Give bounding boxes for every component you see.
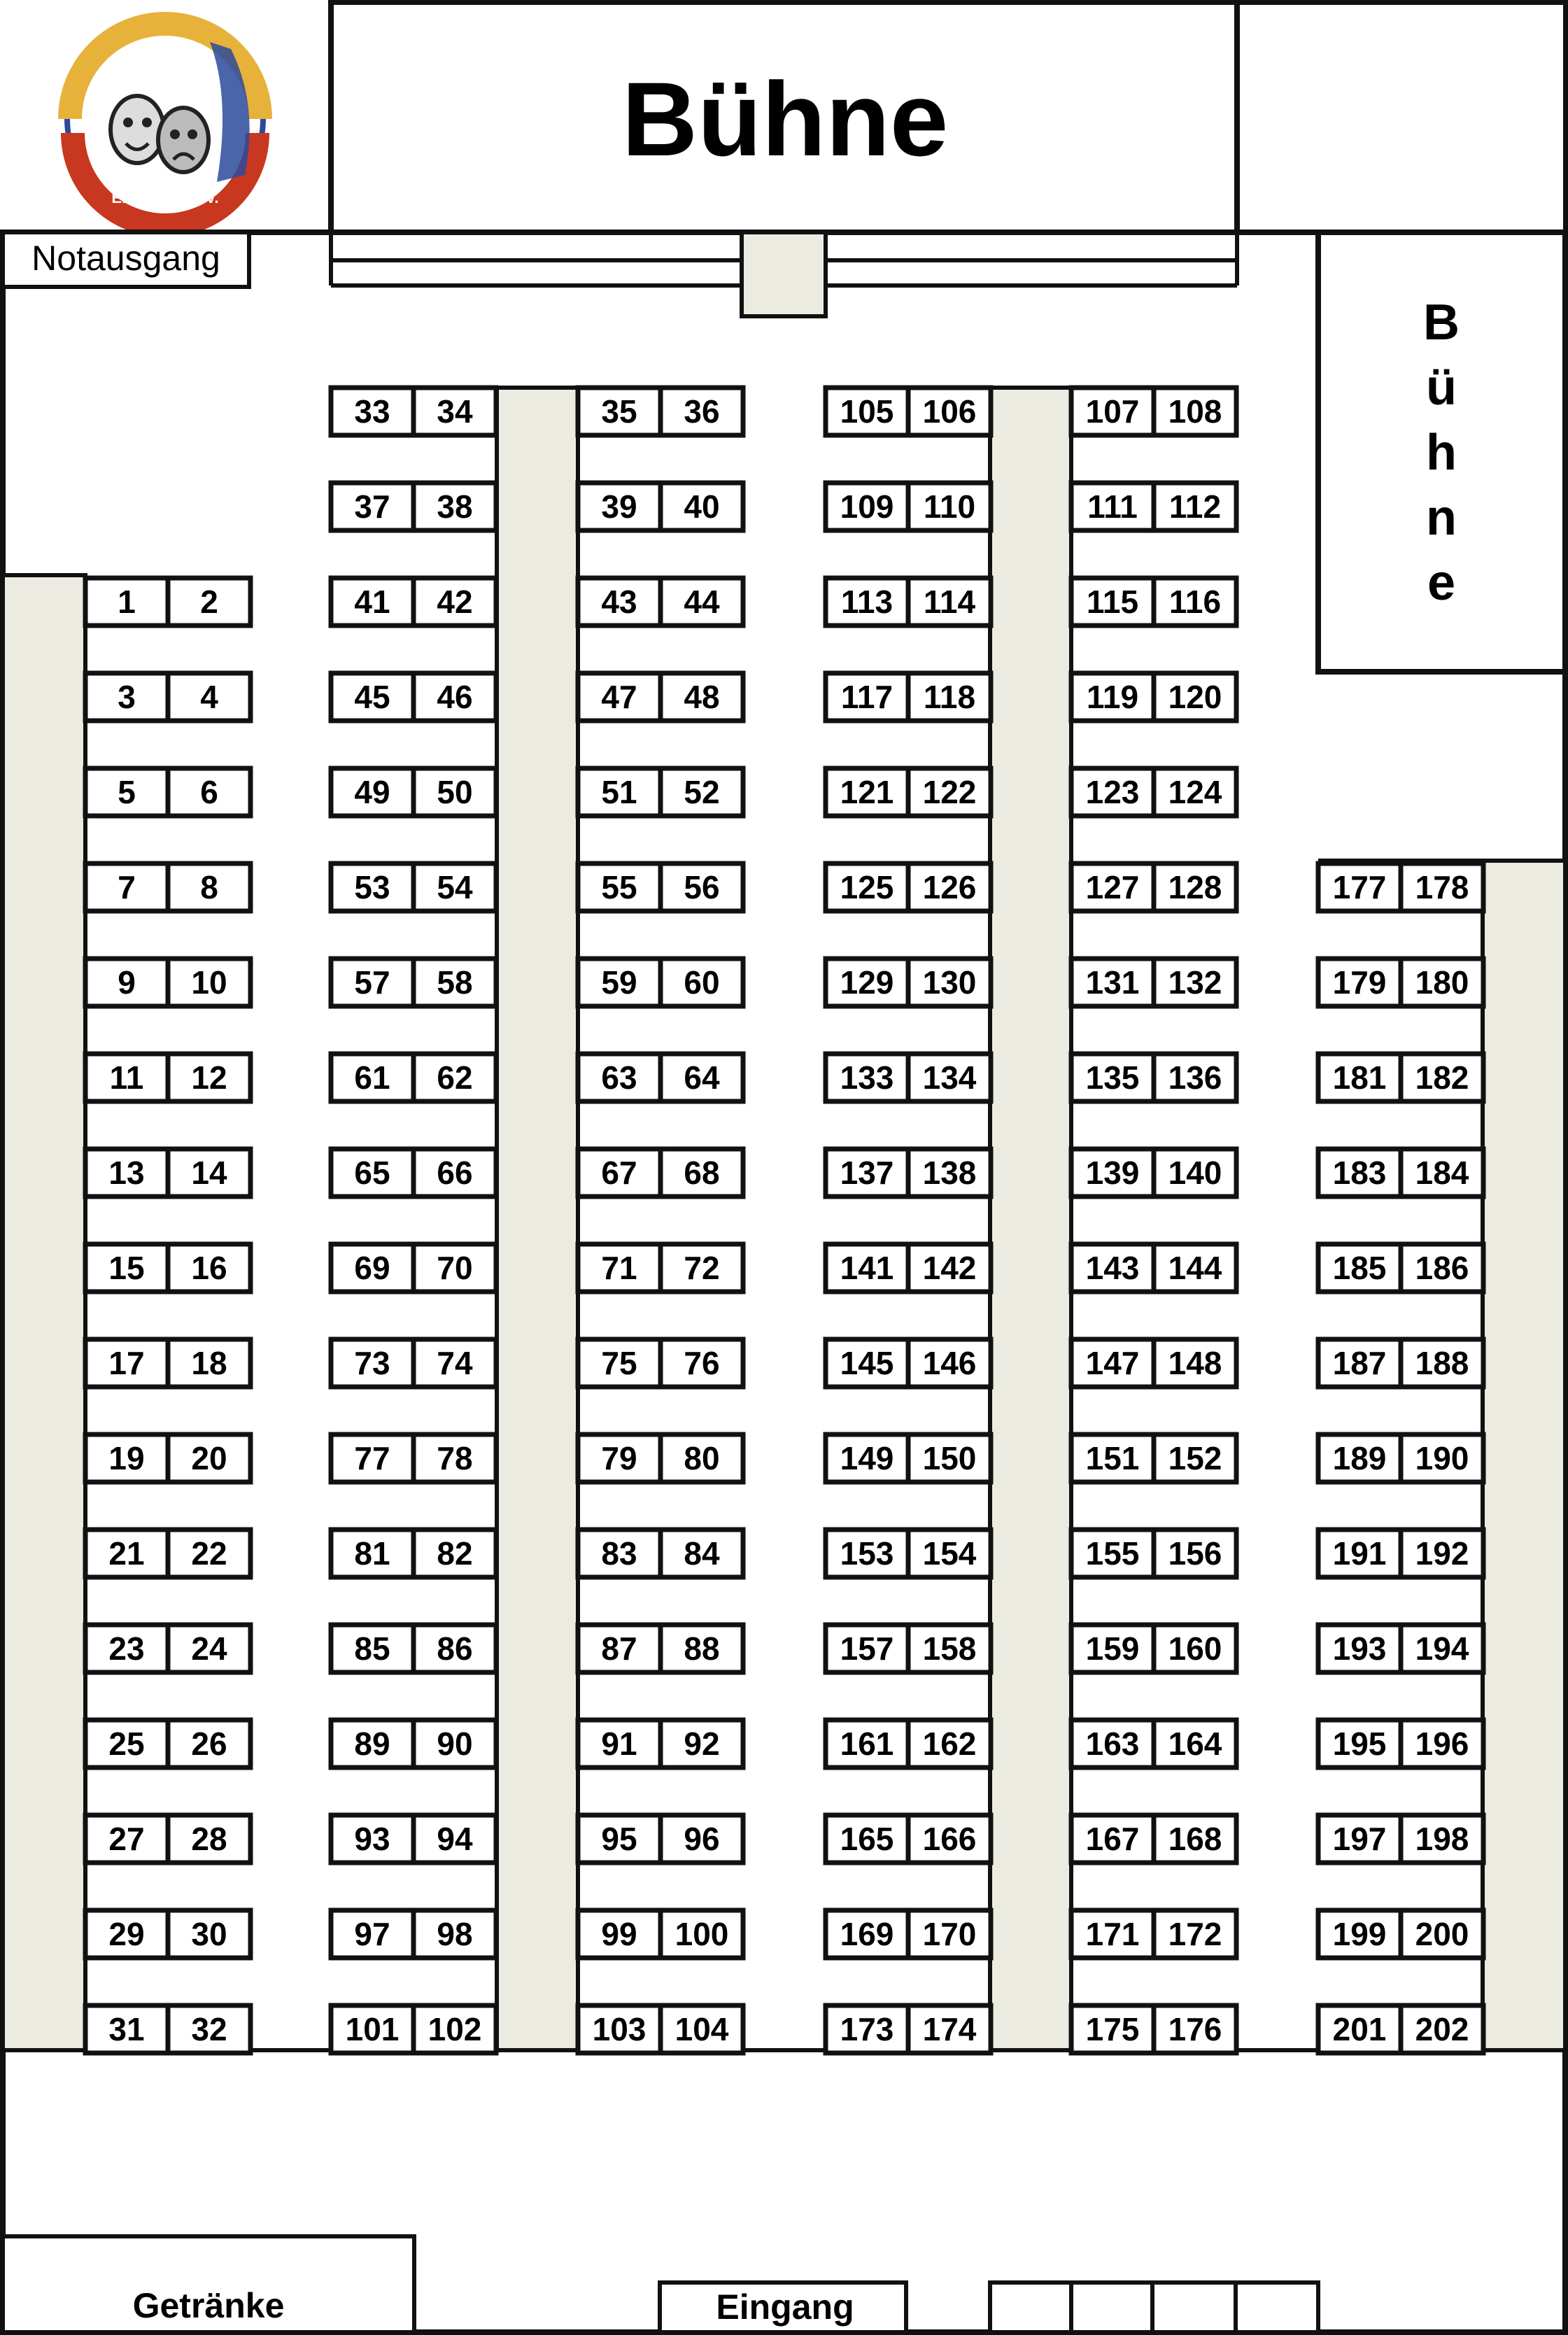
seat-number: 69 xyxy=(354,1250,390,1286)
seat-number: 118 xyxy=(923,679,976,715)
seat-number: 90 xyxy=(437,1726,473,1762)
seat-number: 188 xyxy=(1415,1345,1469,1381)
seat-number: 26 xyxy=(191,1726,227,1762)
seat-number: 29 xyxy=(108,1916,145,1952)
seat-number: 89 xyxy=(354,1726,390,1762)
seat-number: 111 xyxy=(1087,488,1138,525)
seat-number: 115 xyxy=(1086,584,1139,620)
seat-number: 94 xyxy=(437,1821,473,1857)
seat-number: 54 xyxy=(437,869,473,905)
seat-number: 97 xyxy=(354,1916,390,1952)
aisle-right xyxy=(1483,861,1565,2050)
seat-number: 20 xyxy=(191,1440,227,1476)
entrance-label: Eingang xyxy=(716,2287,854,2327)
seat-number: 120 xyxy=(1168,679,1222,715)
seat-number: 202 xyxy=(1415,2011,1469,2047)
seat-number: 9 xyxy=(118,964,136,1001)
seat-number: 165 xyxy=(840,1821,894,1857)
seat-number: 128 xyxy=(1168,869,1222,905)
seat-number: 179 xyxy=(1332,964,1387,1001)
seat-number: 107 xyxy=(1085,393,1140,430)
seat-number: 154 xyxy=(922,1535,977,1572)
seat-number: 182 xyxy=(1415,1059,1469,1096)
seat-number: 31 xyxy=(108,2011,145,2047)
seat-number: 91 xyxy=(601,1726,637,1762)
seat-number: 92 xyxy=(684,1726,720,1762)
seat-number: 25 xyxy=(108,1726,145,1762)
seat-number: 185 xyxy=(1332,1250,1387,1286)
seat-number: 142 xyxy=(922,1250,977,1286)
seat-number: 144 xyxy=(1168,1250,1222,1286)
seat-number: 12 xyxy=(191,1059,227,1096)
seat-number: 119 xyxy=(1086,679,1139,715)
seat-number: 82 xyxy=(437,1535,473,1572)
seat-number: 52 xyxy=(684,774,720,810)
seat-number: 133 xyxy=(840,1059,894,1096)
seat-number: 38 xyxy=(437,488,473,525)
seat-number: 8 xyxy=(200,869,218,905)
top-right-box xyxy=(1237,2,1566,232)
seat-number: 74 xyxy=(437,1345,473,1381)
seat-number: 113 xyxy=(840,584,894,620)
seat-number: 62 xyxy=(437,1059,473,1096)
seat-blocks xyxy=(85,388,1483,2053)
seat-number: 42 xyxy=(437,584,473,620)
seat-number: 93 xyxy=(354,1821,390,1857)
seat-number: 72 xyxy=(684,1250,720,1286)
seat-number: 99 xyxy=(601,1916,637,1952)
seat-number: 32 xyxy=(191,2011,227,2047)
seat-number: 150 xyxy=(922,1440,977,1476)
seat-number: 85 xyxy=(354,1630,390,1667)
seat-number: 65 xyxy=(354,1155,390,1191)
seat-number: 101 xyxy=(345,2011,400,2047)
seat-number: 137 xyxy=(840,1155,894,1191)
seat-number: 21 xyxy=(108,1535,145,1572)
seat-number: 19 xyxy=(108,1440,145,1476)
seat-number: 193 xyxy=(1332,1630,1387,1667)
seat-number: 143 xyxy=(1085,1250,1140,1286)
seat-number: 106 xyxy=(922,393,977,430)
seat-number: 14 xyxy=(191,1155,227,1191)
seat-number: 158 xyxy=(922,1630,977,1667)
seat-number: 104 xyxy=(674,2011,729,2047)
seat-number: 140 xyxy=(1168,1155,1222,1191)
seat-number: 60 xyxy=(684,964,720,1001)
seat-number: 114 xyxy=(923,584,976,620)
seat-number: 183 xyxy=(1332,1155,1387,1191)
seat-number: 61 xyxy=(354,1059,390,1096)
seat-number: 23 xyxy=(108,1630,145,1667)
seat-number: 80 xyxy=(684,1440,720,1476)
emergency-exit-label: Notausgang xyxy=(31,239,220,278)
drinks-label: Getränke xyxy=(132,2286,285,2325)
seat-number: 194 xyxy=(1415,1630,1469,1667)
seat-number: 163 xyxy=(1085,1726,1140,1762)
seat-number: 159 xyxy=(1085,1630,1140,1667)
seat-number: 148 xyxy=(1168,1345,1222,1381)
seat-number: 189 xyxy=(1332,1440,1387,1476)
seat-number: 157 xyxy=(840,1630,894,1667)
seat-number: 149 xyxy=(840,1440,894,1476)
seat-number: 16 xyxy=(191,1250,227,1286)
seat-number: 196 xyxy=(1415,1726,1469,1762)
seat-number: 152 xyxy=(1168,1440,1222,1476)
seat-number: 5 xyxy=(118,774,136,810)
seat-number: 10 xyxy=(191,964,227,1001)
aisle-center-left xyxy=(497,388,578,2050)
seat-number: 46 xyxy=(437,679,473,715)
seat-number: 51 xyxy=(601,774,637,810)
seat-number: 170 xyxy=(922,1916,977,1952)
seat-number: 100 xyxy=(674,1916,729,1952)
side-stage-label xyxy=(1423,295,1460,611)
seat-number: 147 xyxy=(1085,1345,1140,1381)
seat-number: 201 xyxy=(1332,2011,1387,2047)
seat-number: 169 xyxy=(840,1916,894,1952)
seat-number: 57 xyxy=(354,964,390,1001)
seat-number: 198 xyxy=(1415,1821,1469,1857)
seat-number: 56 xyxy=(684,869,720,905)
seat-number: 156 xyxy=(1168,1535,1222,1572)
seat-number: 64 xyxy=(684,1059,720,1096)
seat-number: 187 xyxy=(1332,1345,1387,1381)
seat-number: 22 xyxy=(191,1535,227,1572)
seat-number: 45 xyxy=(354,679,390,715)
seat-number: 49 xyxy=(354,774,390,810)
seat-number: 36 xyxy=(684,393,720,430)
seat-number: 6 xyxy=(200,774,218,810)
seat-number: 48 xyxy=(684,679,720,715)
seat-number: 67 xyxy=(601,1155,637,1191)
seat-number: 175 xyxy=(1085,2011,1140,2047)
side-stage-letter: ü xyxy=(1426,360,1457,416)
seat-number: 53 xyxy=(354,869,390,905)
seat-number: 190 xyxy=(1415,1440,1469,1476)
seat-number: 124 xyxy=(1168,774,1222,810)
seat-number: 153 xyxy=(840,1535,894,1572)
seat-number: 197 xyxy=(1332,1821,1387,1857)
seat-number: 161 xyxy=(840,1726,894,1762)
seat-number: 176 xyxy=(1168,2011,1222,2047)
seat-number: 86 xyxy=(437,1630,473,1667)
aisle-center-right xyxy=(990,388,1071,2050)
seat-number: 195 xyxy=(1332,1726,1387,1762)
seat-number: 109 xyxy=(840,488,894,525)
seat-number: 132 xyxy=(1168,964,1222,1001)
seat-number: 181 xyxy=(1332,1059,1387,1096)
seat-number: 43 xyxy=(601,584,637,620)
seat-number: 96 xyxy=(684,1821,720,1857)
seat-number: 2 xyxy=(200,584,218,620)
seat-number: 108 xyxy=(1168,393,1222,430)
seat-number: 110 xyxy=(923,488,976,525)
seat-number: 151 xyxy=(1085,1440,1140,1476)
seat-number: 78 xyxy=(437,1440,473,1476)
seat-number: 141 xyxy=(840,1250,894,1286)
seat-number: 27 xyxy=(108,1821,145,1857)
seat-number: 199 xyxy=(1332,1916,1387,1952)
seat-number: 122 xyxy=(922,774,977,810)
side-stage-letter: h xyxy=(1426,425,1457,481)
seat-number: 68 xyxy=(684,1155,720,1191)
seat-number: 77 xyxy=(354,1440,390,1476)
seat-number: 55 xyxy=(601,869,637,905)
side-stage-letter: B xyxy=(1423,295,1460,351)
seat-number: 191 xyxy=(1332,1535,1387,1572)
seat-number: 39 xyxy=(601,488,637,525)
seat-number: 83 xyxy=(601,1535,637,1572)
stage-front xyxy=(331,232,1237,316)
seat-number: 168 xyxy=(1168,1821,1222,1857)
seat-number: 139 xyxy=(1085,1155,1140,1191)
seat-number: 30 xyxy=(191,1916,227,1952)
seat-number: 123 xyxy=(1085,774,1140,810)
seat-number: 63 xyxy=(601,1059,637,1096)
seat-number: 192 xyxy=(1415,1535,1469,1572)
seat-number: 37 xyxy=(354,488,390,525)
seat-number: 15 xyxy=(108,1250,145,1286)
seat-number: 129 xyxy=(840,964,894,1001)
seat-number: 135 xyxy=(1085,1059,1140,1096)
seat-number: 70 xyxy=(437,1250,473,1286)
seat-number: 103 xyxy=(592,2011,647,2047)
seat-number: 136 xyxy=(1168,1059,1222,1096)
seat-number: 66 xyxy=(437,1155,473,1191)
seat-number: 18 xyxy=(191,1345,227,1381)
seat-number: 3 xyxy=(118,679,136,715)
seat-number: 173 xyxy=(840,2011,894,2047)
seat-number: 105 xyxy=(840,393,894,430)
main-stage-label: Bühne xyxy=(621,60,949,178)
seat-number: 184 xyxy=(1415,1155,1469,1191)
seat-number: 40 xyxy=(684,488,720,525)
seat-number: 164 xyxy=(1168,1726,1222,1762)
seat-number: 1 xyxy=(118,584,136,620)
seat-number: 146 xyxy=(922,1345,977,1381)
side-stage-letter: n xyxy=(1426,490,1457,546)
seat-number: 88 xyxy=(684,1630,720,1667)
seat-number: 75 xyxy=(601,1345,637,1381)
seat-number: 11 xyxy=(109,1059,144,1096)
seat-number: 17 xyxy=(108,1345,145,1381)
seat-number: 79 xyxy=(601,1440,637,1476)
seat-number: 121 xyxy=(840,774,894,810)
seat-number: 76 xyxy=(684,1345,720,1381)
seat-number: 71 xyxy=(601,1250,637,1286)
seat-number: 186 xyxy=(1415,1250,1469,1286)
seat-number: 155 xyxy=(1085,1535,1140,1572)
seat-number: 145 xyxy=(840,1345,894,1381)
seat-number: 24 xyxy=(191,1630,227,1667)
seat-number: 81 xyxy=(354,1535,390,1572)
side-stage-letter: e xyxy=(1427,555,1456,611)
seat-number: 138 xyxy=(922,1155,977,1191)
seat-number: 177 xyxy=(1332,869,1387,905)
seat-number: 130 xyxy=(922,964,977,1001)
seat-number: 160 xyxy=(1168,1630,1222,1667)
seat-number: 41 xyxy=(354,584,390,620)
seat-number: 117 xyxy=(840,679,894,715)
seat-number: 116 xyxy=(1168,584,1222,620)
seat-number: 47 xyxy=(601,679,637,715)
seat-number: 131 xyxy=(1085,964,1140,1001)
entrance-boxes xyxy=(990,2283,1318,2332)
seat-number: 174 xyxy=(922,2011,977,2047)
seat-number: 44 xyxy=(684,584,720,620)
seat-number: 171 xyxy=(1085,1916,1140,1952)
seat-number: 180 xyxy=(1415,964,1469,1001)
seat-number: 34 xyxy=(437,393,473,430)
seat-number: 134 xyxy=(922,1059,977,1096)
seat-number: 98 xyxy=(437,1916,473,1952)
logo-arc-bottom: Eischbach e.V. xyxy=(111,189,219,206)
seat-number: 112 xyxy=(1168,488,1222,525)
seat-number: 126 xyxy=(922,869,977,905)
seat-number: 13 xyxy=(108,1155,145,1191)
seat-number: 4 xyxy=(200,679,218,715)
seat-number: 172 xyxy=(1168,1916,1222,1952)
seat-number: 7 xyxy=(118,869,136,905)
seat-number: 95 xyxy=(601,1821,637,1857)
seat-number: 166 xyxy=(922,1821,977,1857)
seat-number: 102 xyxy=(428,2011,482,2047)
seat-number: 73 xyxy=(354,1345,390,1381)
seat-number: 162 xyxy=(922,1726,977,1762)
theater-logo xyxy=(67,21,263,225)
seat-number: 50 xyxy=(437,774,473,810)
seat-number: 35 xyxy=(601,393,637,430)
seat-number: 125 xyxy=(840,869,894,905)
seat-number: 167 xyxy=(1085,1821,1140,1857)
seat-number: 178 xyxy=(1415,869,1469,905)
seat-number: 127 xyxy=(1085,869,1140,905)
seat-number: 28 xyxy=(191,1821,227,1857)
seat-number: 58 xyxy=(437,964,473,1001)
aisle-left xyxy=(3,575,85,2050)
seat-number: 84 xyxy=(684,1535,720,1572)
seat-number: 200 xyxy=(1415,1916,1469,1952)
seat-number: 87 xyxy=(601,1630,637,1667)
seat-number: 33 xyxy=(354,393,390,430)
seat-number: 59 xyxy=(601,964,637,1001)
